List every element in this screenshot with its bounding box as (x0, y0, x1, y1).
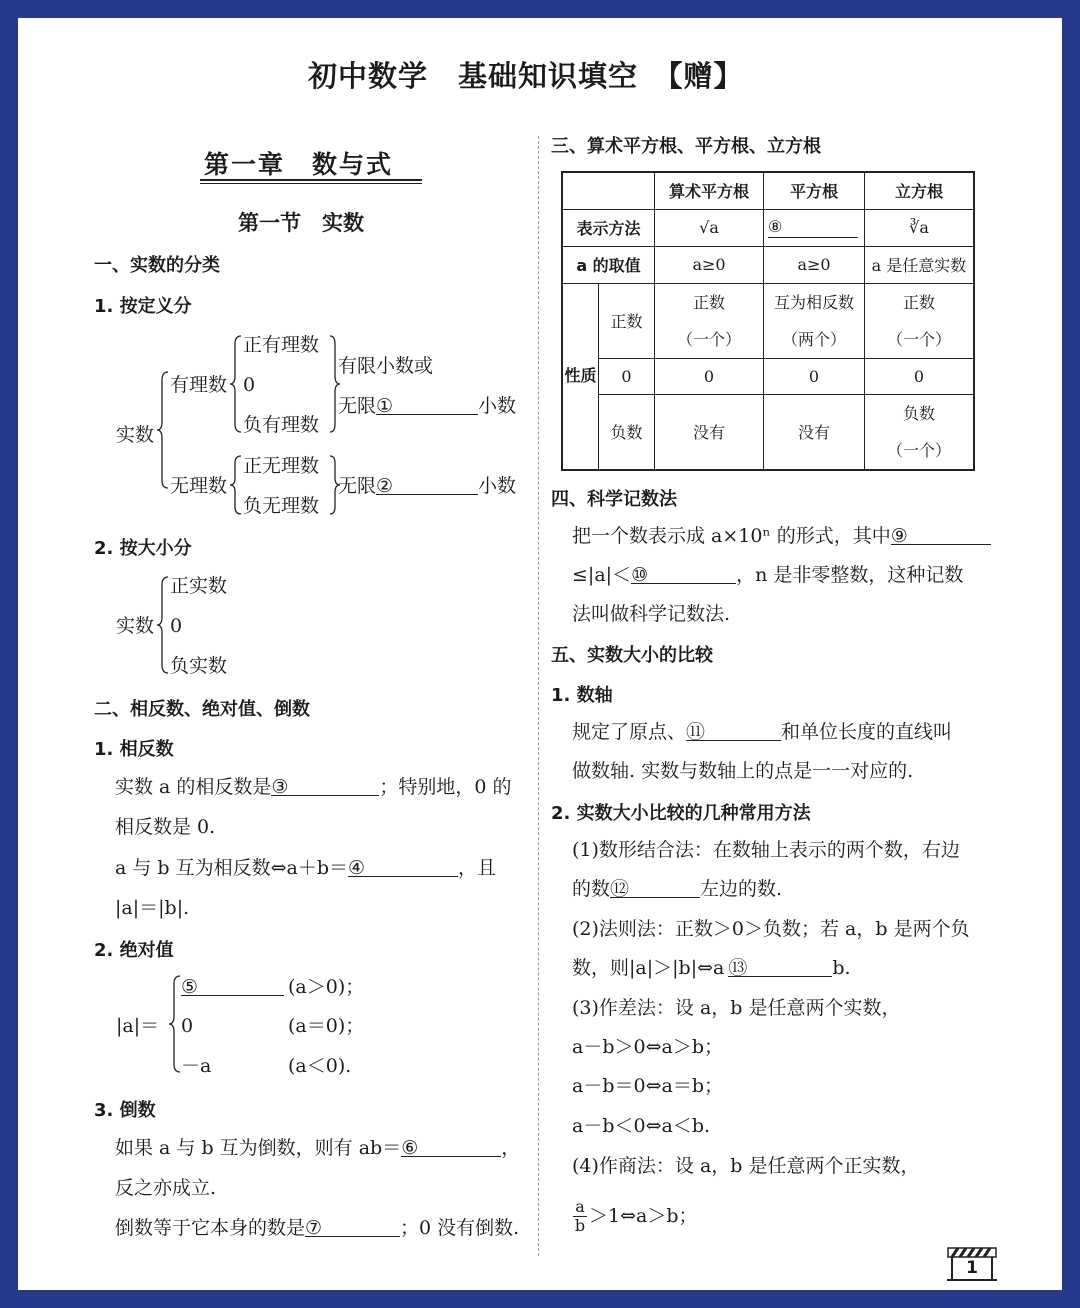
blank-5[interactable] (181, 975, 284, 996)
text-decimal-2: 小数 (478, 475, 517, 497)
method-2-text-2b: b. (832, 957, 851, 979)
table-cell-notation-square (764, 209, 865, 246)
reciprocal-line-2: 反之亦成立. (115, 1177, 217, 1199)
heading-scientific-notation: 四、科学记数法 (551, 489, 677, 510)
label-pos-irrational: 正无理数 (243, 455, 320, 477)
blank-11[interactable] (686, 720, 781, 741)
label-zero: 0 (243, 374, 256, 396)
fraction-a-over-b (573, 1198, 587, 1235)
label-neg-real: 负实数 (170, 655, 228, 677)
reciprocal-text-1a: 如果 a 与 b 互为倒数，则有 ab＝ (115, 1137, 402, 1159)
method-2-text-2a: 数，则|a|＞|b|⇔a (572, 957, 725, 979)
table-cell-pos-cube: 正数 （一个） (865, 283, 975, 358)
heading-roots: 三、算术平方根、平方根、立方根 (551, 136, 821, 157)
opposite-text-1a: 实数 a 的相反数是 (115, 776, 272, 798)
blank-7-number: ⑦ (305, 1217, 323, 1239)
label-irrational: 无理数 (170, 475, 228, 497)
axis-line-2: 做数轴. 实数与数轴上的点是一一对应的. (572, 760, 914, 782)
method-4-line-1: (4)作商法：设 a，b 是任意两个正实数， (572, 1155, 920, 1177)
method-2-line-2 (572, 956, 851, 980)
label-pos-real: 正实数 (170, 575, 228, 597)
method-4-line-2: ＞1⇔a＞b； (589, 1205, 698, 1227)
blank-13-number: ⑬ (728, 957, 748, 979)
brace-real (156, 370, 170, 490)
opposite-text-3a: a 与 b 互为相反数⇔a＋b＝ (115, 857, 349, 879)
brace-rational (229, 334, 243, 434)
sci-text-2a: ≤|a|＜ (572, 564, 632, 586)
reciprocal-text-3b: ；0 没有倒数. (400, 1217, 520, 1239)
blank-11-number: ⑪ (686, 721, 706, 743)
heading-compare: 五、实数大小的比较 (551, 645, 713, 666)
label-neg-irrational: 负无理数 (243, 495, 320, 517)
table-cell-notation-cube: ∛a (865, 209, 975, 246)
label-rational: 有理数 (170, 374, 228, 396)
reciprocal-text-1b: ， (501, 1137, 521, 1159)
method-1-text-2b: 左边的数. (700, 878, 783, 900)
section-title: 第一节 实数 (238, 211, 364, 235)
heading-absolute-value: 2. 绝对值 (94, 940, 174, 961)
roots-table (561, 171, 975, 471)
table-row (562, 394, 974, 470)
blank-3-number: ③ (271, 776, 289, 798)
method-1-text-2a: 的数 (572, 878, 611, 900)
label-pos-rational: 正有理数 (243, 334, 320, 356)
table-cell-property-label: 性质 (562, 283, 599, 470)
table-cell-notation-label: 表示方法 (562, 209, 655, 246)
table-cell-zero-cube: 0 (865, 358, 975, 394)
table-cell-range-label: a 的取值 (562, 246, 655, 283)
abs-cond-3: (a＜0). (288, 1055, 352, 1077)
label-real-2: 实数 (116, 615, 155, 637)
page-number-badge (946, 1244, 998, 1282)
opposite-line-2: 相反数是 0. (115, 816, 216, 838)
heading-number-line: 1. 数轴 (551, 685, 613, 706)
heading-compare-methods: 2. 实数大小比较的几种常用方法 (551, 803, 811, 824)
table-row (562, 246, 974, 283)
label-real: 实数 (116, 424, 155, 446)
abs-case-2: 0 (181, 1015, 194, 1037)
blank-12[interactable] (610, 877, 700, 898)
table-cell-zero-arith: 0 (655, 358, 764, 394)
blank-8-number: ⑧ (768, 217, 783, 236)
sci-text-1a: 把一个数表示成 a×10ⁿ 的形式，其中 (572, 525, 891, 547)
method-2-line-1: (2)法则法：正数＞0＞负数；若 a，b 是两个负 (572, 918, 970, 940)
table-row (562, 209, 974, 246)
label-finite-or: 有限小数或 (338, 355, 434, 377)
fraction-denominator: b (574, 1216, 586, 1235)
method-1-line-1: (1)数形结合法：在数轴上表示的两个数，右边 (572, 839, 960, 861)
abs-cond-1: (a＞0)； (288, 976, 365, 998)
table-cell-zero-label: 0 (599, 358, 655, 394)
blank-10[interactable] (631, 563, 736, 584)
table-header-square-root: 平方根 (764, 172, 865, 209)
table-header-cube-root: 立方根 (865, 172, 975, 209)
opposite-line-4: |a|＝|b|. (115, 897, 190, 919)
axis-text-1b: 和单位长度的直线叫 (781, 721, 953, 743)
sci-line-2 (572, 563, 963, 587)
fraction-numerator: a (575, 1197, 585, 1216)
table-cell-pos-square: 互为相反数 （两个） (764, 283, 865, 358)
blank-2[interactable] (376, 474, 478, 495)
abs-case-1 (181, 975, 284, 999)
opposite-line-3 (115, 856, 496, 880)
document-page (18, 18, 1062, 1290)
opposite-text-1b: ；特别地，0 的 (379, 776, 512, 798)
text-decimal: 小数 (478, 395, 517, 417)
label-neg-rational: 负有理数 (243, 414, 320, 436)
blank-8[interactable] (768, 217, 858, 238)
reciprocal-line-1 (115, 1136, 520, 1160)
axis-line-1 (572, 720, 952, 744)
table-cell-neg-label: 负数 (599, 394, 655, 470)
brace-magnitude (156, 575, 170, 675)
blank-1-number: ① (376, 395, 394, 417)
chapter-underline (200, 179, 422, 181)
sci-text-2b: ，n 是非零整数，这种记数 (736, 564, 964, 586)
table-header-empty (562, 172, 655, 209)
reciprocal-line-3 (115, 1216, 519, 1240)
heading-by-magnitude: 2. 按大小分 (94, 538, 192, 559)
heading-opposite-abs-reciprocal: 二、相反数、绝对值、倒数 (94, 699, 310, 720)
method-3-line-3: a－b＝0⇔a＝b； (572, 1075, 723, 1097)
table-cell-zero-square: 0 (764, 358, 865, 394)
blank-7[interactable] (305, 1216, 400, 1237)
blank-6[interactable] (401, 1136, 501, 1157)
table-cell-pos-label: 正数 (599, 283, 655, 358)
table-cell-pos-arith: 正数 （一个） (655, 283, 764, 358)
opposite-line-1 (115, 775, 512, 799)
blank-6-number: ⑥ (401, 1137, 419, 1159)
blank-4-number: ④ (348, 857, 366, 879)
blank-5-number: ⑤ (181, 976, 199, 998)
table-row (562, 172, 974, 209)
abs-case-3: －a (181, 1055, 212, 1077)
table-cell-neg-square: 没有 (764, 394, 865, 470)
blank-10-number: ⑩ (631, 564, 649, 586)
blank-4[interactable] (348, 856, 458, 877)
blank-2-number: ② (376, 475, 394, 497)
table-cell-notation-arith: √a (655, 209, 764, 246)
page-title: 初中数学 基础知识填空 【赠】 (308, 59, 744, 93)
chapter-underline-thin (200, 183, 422, 184)
axis-text-1a: 规定了原点、 (572, 721, 687, 743)
table-cell-neg-cube: 负数 （一个） (865, 394, 975, 470)
text-infinite-2: 无限 (338, 475, 377, 497)
page-number: 1 (966, 1258, 978, 1278)
abs-cond-2: (a＝0)； (288, 1015, 365, 1037)
sci-line-1 (572, 524, 991, 548)
table-cell-neg-arith: 没有 (655, 394, 764, 470)
sci-line-3: 法叫做科学记数法. (572, 603, 731, 625)
table-row (562, 283, 974, 358)
table-header-arith-root: 算术平方根 (655, 172, 764, 209)
label-infinite-nonrepeating (338, 474, 516, 498)
heading-reciprocal: 3. 倒数 (94, 1100, 156, 1121)
heading-by-definition: 1. 按定义分 (94, 296, 192, 317)
brace-abs (168, 974, 182, 1074)
heading-opposite: 1. 相反数 (94, 739, 174, 760)
label-infinite-repeating (338, 394, 516, 418)
table-cell-range-square: a≥0 (764, 246, 865, 283)
blank-3[interactable] (271, 775, 379, 796)
table-cell-range-cube: a 是任意实数 (865, 246, 975, 283)
blank-12-number: ⑫ (610, 878, 630, 900)
method-3-line-4: a－b＜0⇔a＜b. (572, 1115, 711, 1137)
method-1-line-2 (572, 877, 782, 901)
blank-9[interactable] (891, 524, 991, 545)
chapter-title: 第一章 数与式 (204, 150, 394, 179)
blank-13[interactable] (728, 956, 832, 977)
brace-rational-right (329, 334, 341, 434)
heading-classification: 一、实数的分类 (94, 255, 220, 276)
blank-9-number: ⑨ (890, 525, 908, 547)
reciprocal-text-3a: 倒数等于它本身的数是 (115, 1217, 306, 1239)
column-divider (538, 136, 539, 1256)
method-3-line-2: a－b＞0⇔a＞b； (572, 1036, 723, 1058)
table-cell-range-arith: a≥0 (655, 246, 764, 283)
abs-lhs: |a|＝ (116, 1015, 160, 1037)
blank-1[interactable] (376, 394, 478, 415)
brace-irrational (229, 454, 243, 516)
label-zero-2: 0 (170, 615, 183, 637)
method-3-line-1: (3)作差法：设 a，b 是任意两个实数， (572, 997, 901, 1019)
table-row (562, 358, 974, 394)
opposite-text-3b: ，且 (458, 857, 497, 879)
text-infinite: 无限 (338, 395, 377, 417)
